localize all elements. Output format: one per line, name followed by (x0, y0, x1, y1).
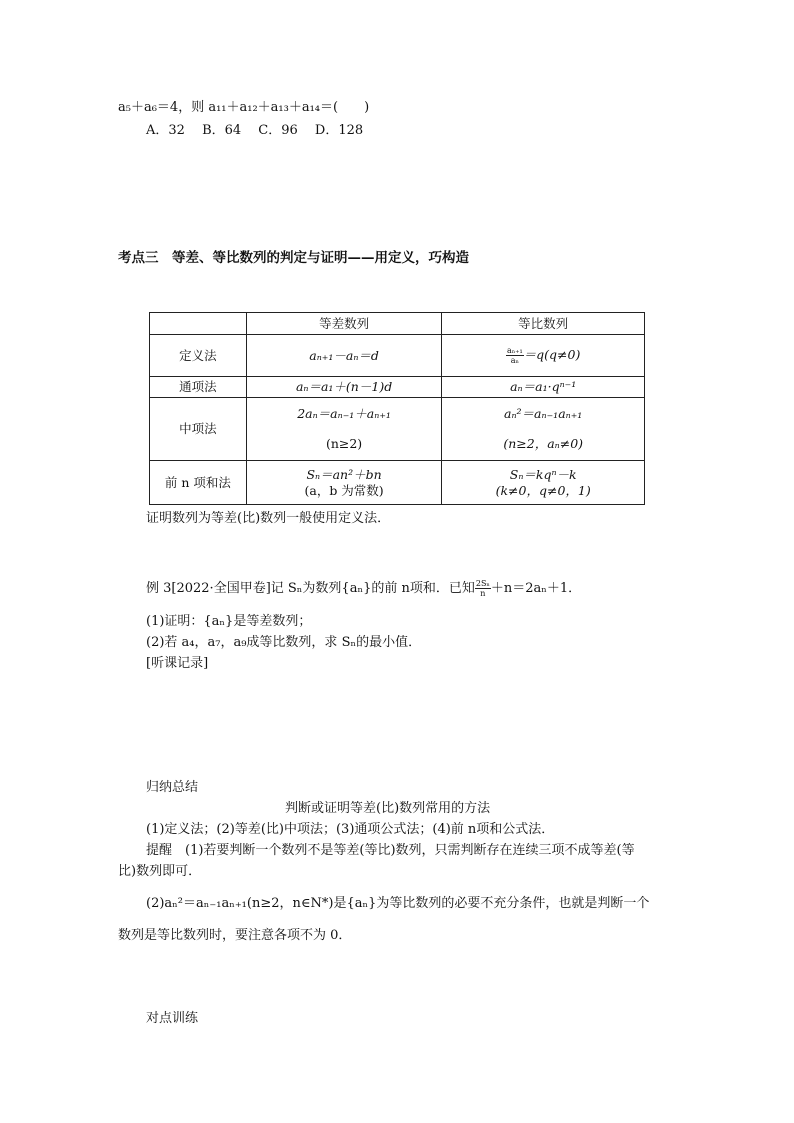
question-stem: a₅＋a₆＝4，则 a₁₁＋a₁₂＋a₁₃＋a₁₄＝( ) (118, 100, 370, 115)
fraction-numerator: aₙ₊₁ (507, 346, 523, 355)
table-row (150, 377, 645, 398)
reminder-line-2: 比)数列即可． (118, 864, 202, 879)
geo-formula-cell (442, 461, 645, 505)
geo-condition: (k≠0，q≠0，1) (495, 482, 591, 498)
reminder-2-line-2: 数列是等比数列时，要注意各项不为 0． (118, 928, 352, 943)
summary-subtitle: 判断或证明等差(比)数列常用的方法 (285, 801, 491, 816)
reminder-line-1: 提醒 (1)若要判断一个数列不是等差(等比)数列，只需判断存在连续三项不成等差(等 (146, 843, 635, 858)
example-statement (146, 577, 581, 598)
arith-formula: aₙ₊₁－aₙ＝d (246, 335, 442, 377)
geo-formula: Sₙ＝kqⁿ－k (509, 466, 577, 482)
ratio-fraction (506, 346, 524, 365)
section-title: 考点三 等差、等比数列的判定与证明——用定义，巧构造 (118, 250, 469, 266)
arith-formula: aₙ＝a₁＋(n－1)d (246, 377, 442, 398)
geo-formula: aₙ²＝aₙ₋₁aₙ₊₁ (504, 406, 583, 421)
header-cell-empty (150, 313, 247, 335)
method-cell: 前 n 项和法 (150, 461, 247, 505)
header-cell-arith: 等差数列 (246, 313, 442, 335)
listening-record: [听课记录] (146, 656, 209, 671)
example-suffix: ＋n＝2aₙ＋1． (490, 581, 582, 596)
geo-condition: (n≥2，aₙ≠0) (503, 436, 584, 451)
header-cell-geo: 等比数列 (442, 313, 645, 335)
table-header-row (150, 313, 645, 335)
reminder-2-line-1: (2)aₙ²＝aₙ₋₁aₙ₊₁(n≥2，n∈N*)是{aₙ}为等比数列的必要不充分条件，也就是判断一个 (146, 896, 650, 911)
example-part-2: (2)若 a₄，a₇，a₉成等比数列，求 Sₙ的最小值． (146, 635, 422, 650)
table-row (150, 461, 645, 505)
geo-formula-cell (442, 398, 645, 461)
method-cell: 通项法 (150, 377, 247, 398)
fraction-denominator: n (480, 589, 486, 598)
arith-formula: Sₙ＝an²＋bn (306, 466, 382, 482)
comparison-table (149, 312, 645, 505)
arith-formula: 2aₙ＝aₙ₋₁＋aₙ₊₁ (297, 406, 391, 421)
arith-formula-cell (246, 461, 442, 505)
example-prefix: 例 3[2022·全国甲卷]记 Sₙ为数列{aₙ}的前 n项和．已知 (146, 581, 475, 596)
fraction-numerator: 2Sₙ (475, 579, 490, 588)
table-row (150, 335, 645, 377)
question-options: A．32 B．64 C．96 D．128 (146, 123, 364, 138)
method-cell: 定义法 (150, 335, 247, 377)
table-row (150, 398, 645, 461)
geo-formula: aₙ＝a₁·qⁿ⁻¹ (442, 377, 645, 398)
geo-formula (442, 335, 645, 377)
arith-formula-cell (246, 398, 442, 461)
example-part-1: (1)证明：{aₙ}是等差数列； (146, 614, 312, 629)
arith-condition: (a，b 为常数) (304, 482, 384, 498)
arith-condition: (n≥2) (325, 436, 363, 451)
practice-heading: 对点训练 (146, 1011, 199, 1026)
summary-heading: 归纳总结 (146, 780, 199, 795)
example-fraction (475, 579, 491, 598)
method-cell: 中项法 (150, 398, 247, 461)
fraction-denominator: aₙ (510, 356, 519, 365)
summary-methods: (1)定义法；(2)等差(比)中项法；(3)通项公式法；(4)前 n项和公式法． (146, 822, 555, 837)
geo-formula-rest: ＝q(q≠0) (523, 347, 581, 362)
note-after-table: 证明数列为等差(比)数列一般使用定义法． (146, 511, 391, 526)
